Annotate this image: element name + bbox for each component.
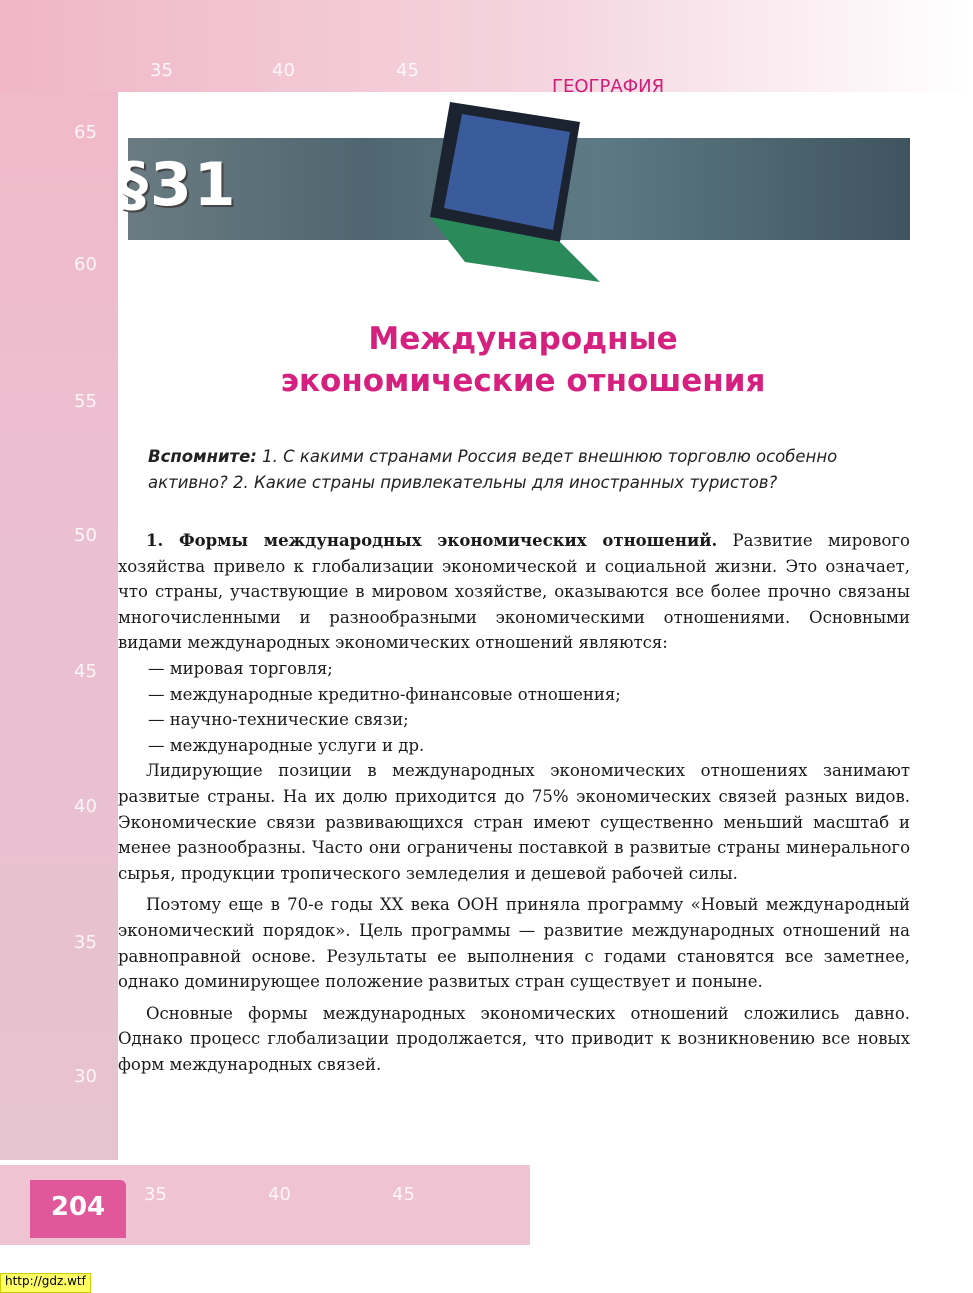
- paragraph-globalization: Основные формы международных экономических отношений сложились давно. Однако процесс глобализации продолжается, что приводит к возникновению все новых форм международных связей.: [118, 1003, 910, 1074]
- title-line-1: Международные: [368, 321, 678, 357]
- remember-label: Вспомните:: [148, 447, 257, 466]
- section-1-intro: Развитие мирового хозяйства привело к глобализации экономической и социальной жизни. Это означает, что страны, участвующие в мировом хозяйстве, оказываются все более прочно связаны многочисленными и разнообразными экономическими отношениями. Основными видами международных экономических отношений являются:: [118, 531, 910, 653]
- remember-block: [148, 444, 918, 496]
- list-item: — научно-технические связи;: [148, 707, 910, 733]
- page-title: [228, 318, 818, 402]
- remember-text: 1. С какими странами Россия ведет внешнюю торговлю особенно активно? 2. Какие страны привлекательны для иностранных туристов?: [148, 447, 838, 492]
- section-1-paragraph: [118, 528, 910, 656]
- map-tick-bottom-45: 45: [392, 1184, 415, 1205]
- watermark-link[interactable]: http://gdz.wtf: [0, 1273, 91, 1293]
- map-tick-bottom-35: 35: [144, 1184, 167, 1205]
- map-tick-left-50: 50: [74, 525, 97, 546]
- map-tick-left-45: 45: [74, 661, 97, 682]
- map-border-left: [0, 0, 118, 1160]
- map-tick-left-35: 35: [74, 932, 97, 953]
- map-tick-top-40: 40: [272, 60, 295, 81]
- section-1-heading: 1. Формы международных экономических отношений.: [146, 531, 718, 550]
- map-tick-left-30: 30: [74, 1066, 97, 1087]
- map-border-top: [0, 0, 973, 92]
- forms-list: [118, 656, 910, 758]
- page-number-box: [30, 1180, 126, 1238]
- map-tick-top-35: 35: [150, 60, 173, 81]
- paragraph-un-program: Поэтому еще в 70-е годы XX века ООН приняла программу «Новый международный экономический порядок». Цель программы — развитие международных отношений на равноправной основе. Результаты ее выполнения с годами становятся все заметнее, однако доминирующее положение развитых стран существует и поныне.: [118, 895, 910, 992]
- list-item: — мировая торговля;: [148, 656, 910, 682]
- list-item: — международные кредитно-финансовые отношения;: [148, 682, 910, 708]
- map-tick-left-60: 60: [74, 254, 97, 275]
- list-item: — международные услуги и др.: [148, 733, 910, 759]
- map-tick-left-65: 65: [74, 122, 97, 143]
- paragraph-number: §31: [118, 150, 238, 220]
- map-tick-left-55: 55: [74, 391, 97, 412]
- map-tick-bottom-40: 40: [268, 1184, 291, 1205]
- map-tick-top-45: 45: [396, 60, 419, 81]
- paragraph-leading-positions: Лидирующие позиции в международных экономических отношениях занимают развитые страны. На их долю приходится до 75% экономических связей разных видов. Экономические связи развивающихся стран имеют существенно меньший масштаб и менее разнообразны. Часто они ограничены поставкой в развитые страны минерального сырья, продукции тропического земледелия и дешевой рабочей силы.: [118, 761, 910, 883]
- page-number: 204: [50, 1192, 106, 1222]
- body-text: [118, 528, 910, 1077]
- map-tick-left-40: 40: [74, 796, 97, 817]
- title-line-2: экономические отношения: [280, 363, 766, 399]
- laptop-icon: [410, 92, 610, 287]
- section-header: ГЕОГРАФИЯ: [552, 76, 665, 97]
